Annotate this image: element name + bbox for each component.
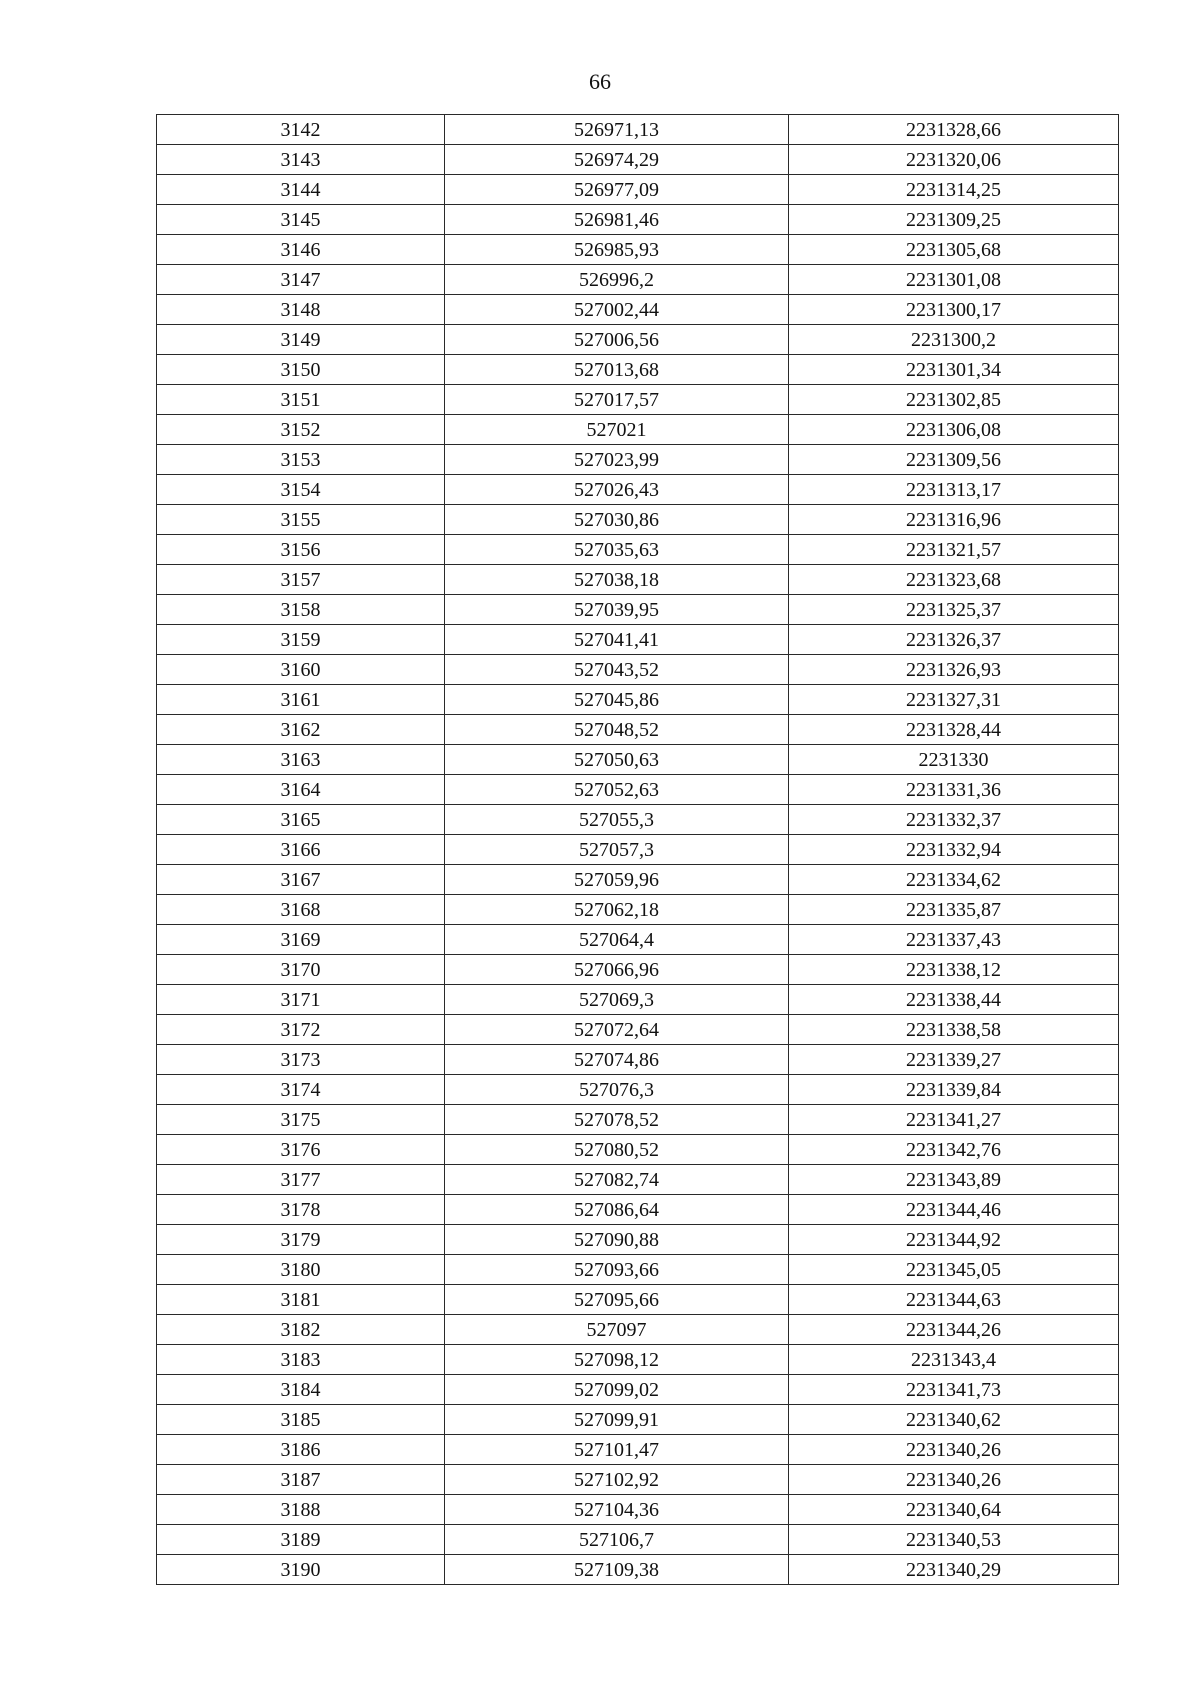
point-number-cell: 3169 — [157, 925, 445, 955]
point-number-cell: 3145 — [157, 205, 445, 235]
point-number-cell: 3167 — [157, 865, 445, 895]
y-coordinate-cell: 2231302,85 — [789, 385, 1119, 415]
x-coordinate-cell: 527057,3 — [445, 835, 789, 865]
x-coordinate-cell: 527064,4 — [445, 925, 789, 955]
x-coordinate-cell: 527074,86 — [445, 1045, 789, 1075]
table-row — [157, 1405, 1119, 1435]
table-row — [157, 265, 1119, 295]
table-row — [157, 475, 1119, 505]
point-number-cell: 3160 — [157, 655, 445, 685]
point-number-cell: 3179 — [157, 1225, 445, 1255]
table-row — [157, 295, 1119, 325]
table-row — [157, 175, 1119, 205]
table-row — [157, 355, 1119, 385]
y-coordinate-cell: 2231338,44 — [789, 985, 1119, 1015]
x-coordinate-cell: 527021 — [445, 415, 789, 445]
point-number-cell: 3170 — [157, 955, 445, 985]
y-coordinate-cell: 2231301,34 — [789, 355, 1119, 385]
x-coordinate-cell: 527066,96 — [445, 955, 789, 985]
table-row — [157, 1165, 1119, 1195]
y-coordinate-cell: 2231328,44 — [789, 715, 1119, 745]
table-row — [157, 595, 1119, 625]
table-row — [157, 385, 1119, 415]
point-number-cell: 3174 — [157, 1075, 445, 1105]
point-number-cell: 3182 — [157, 1315, 445, 1345]
table-row — [157, 955, 1119, 985]
point-number-cell: 3176 — [157, 1135, 445, 1165]
x-coordinate-cell: 526981,46 — [445, 205, 789, 235]
point-number-cell: 3152 — [157, 415, 445, 445]
x-coordinate-cell: 527109,38 — [445, 1555, 789, 1585]
table-row — [157, 1555, 1119, 1585]
x-coordinate-cell: 527098,12 — [445, 1345, 789, 1375]
point-number-cell: 3190 — [157, 1555, 445, 1585]
x-coordinate-cell: 526996,2 — [445, 265, 789, 295]
x-coordinate-cell: 527101,47 — [445, 1435, 789, 1465]
table-row — [157, 1315, 1119, 1345]
table-row — [157, 865, 1119, 895]
table-row — [157, 1375, 1119, 1405]
table-row — [157, 115, 1119, 145]
x-coordinate-cell: 527038,18 — [445, 565, 789, 595]
y-coordinate-cell: 2231344,63 — [789, 1285, 1119, 1315]
y-coordinate-cell: 2231342,76 — [789, 1135, 1119, 1165]
table-row — [157, 1225, 1119, 1255]
x-coordinate-cell: 526971,13 — [445, 115, 789, 145]
table-row — [157, 985, 1119, 1015]
y-coordinate-cell: 2231323,68 — [789, 565, 1119, 595]
point-number-cell: 3162 — [157, 715, 445, 745]
point-number-cell: 3163 — [157, 745, 445, 775]
y-coordinate-cell: 2231316,96 — [789, 505, 1119, 535]
x-coordinate-cell: 527078,52 — [445, 1105, 789, 1135]
x-coordinate-cell: 527045,86 — [445, 685, 789, 715]
point-number-cell: 3159 — [157, 625, 445, 655]
point-number-cell: 3155 — [157, 505, 445, 535]
table-row — [157, 1135, 1119, 1165]
table-row — [157, 325, 1119, 355]
y-coordinate-cell: 2231339,27 — [789, 1045, 1119, 1075]
y-coordinate-cell: 2231327,31 — [789, 685, 1119, 715]
table-row — [157, 205, 1119, 235]
x-coordinate-cell: 527043,52 — [445, 655, 789, 685]
x-coordinate-cell: 527059,96 — [445, 865, 789, 895]
y-coordinate-cell: 2231340,29 — [789, 1555, 1119, 1585]
point-number-cell: 3154 — [157, 475, 445, 505]
point-number-cell: 3183 — [157, 1345, 445, 1375]
page-number: 66 — [589, 69, 611, 94]
table-row — [157, 775, 1119, 805]
y-coordinate-cell: 2231301,08 — [789, 265, 1119, 295]
table-row — [157, 1015, 1119, 1045]
y-coordinate-cell: 2231330 — [789, 745, 1119, 775]
point-number-cell: 3172 — [157, 1015, 445, 1045]
y-coordinate-cell: 2231309,56 — [789, 445, 1119, 475]
y-coordinate-cell: 2231337,43 — [789, 925, 1119, 955]
y-coordinate-cell: 2231325,37 — [789, 595, 1119, 625]
point-number-cell: 3168 — [157, 895, 445, 925]
y-coordinate-cell: 2231344,46 — [789, 1195, 1119, 1225]
point-number-cell: 3187 — [157, 1465, 445, 1495]
table-row — [157, 1525, 1119, 1555]
x-coordinate-cell: 527041,41 — [445, 625, 789, 655]
x-coordinate-cell: 527080,52 — [445, 1135, 789, 1165]
y-coordinate-cell: 2231340,62 — [789, 1405, 1119, 1435]
y-coordinate-cell: 2231305,68 — [789, 235, 1119, 265]
point-number-cell: 3147 — [157, 265, 445, 295]
table-row — [157, 1435, 1119, 1465]
x-coordinate-cell: 527062,18 — [445, 895, 789, 925]
y-coordinate-cell: 2231314,25 — [789, 175, 1119, 205]
table-row — [157, 415, 1119, 445]
point-number-cell: 3149 — [157, 325, 445, 355]
table-row — [157, 445, 1119, 475]
y-coordinate-cell: 2231313,17 — [789, 475, 1119, 505]
y-coordinate-cell: 2231340,26 — [789, 1465, 1119, 1495]
y-coordinate-cell: 2231328,66 — [789, 115, 1119, 145]
point-number-cell: 3158 — [157, 595, 445, 625]
y-coordinate-cell: 2231345,05 — [789, 1255, 1119, 1285]
point-number-cell: 3164 — [157, 775, 445, 805]
y-coordinate-cell: 2231300,2 — [789, 325, 1119, 355]
table-row — [157, 715, 1119, 745]
y-coordinate-cell: 2231338,58 — [789, 1015, 1119, 1045]
point-number-cell: 3185 — [157, 1405, 445, 1435]
point-number-cell: 3150 — [157, 355, 445, 385]
coordinates-table-body — [157, 115, 1119, 1585]
y-coordinate-cell: 2231326,37 — [789, 625, 1119, 655]
point-number-cell: 3184 — [157, 1375, 445, 1405]
x-coordinate-cell: 527093,66 — [445, 1255, 789, 1285]
point-number-cell: 3166 — [157, 835, 445, 865]
point-number-cell: 3148 — [157, 295, 445, 325]
x-coordinate-cell: 527023,99 — [445, 445, 789, 475]
table-row — [157, 895, 1119, 925]
point-number-cell: 3156 — [157, 535, 445, 565]
table-row — [157, 1345, 1119, 1375]
table-row — [157, 655, 1119, 685]
x-coordinate-cell: 527013,68 — [445, 355, 789, 385]
y-coordinate-cell: 2231341,73 — [789, 1375, 1119, 1405]
point-number-cell: 3143 — [157, 145, 445, 175]
table-row — [157, 1105, 1119, 1135]
x-coordinate-cell: 527104,36 — [445, 1495, 789, 1525]
x-coordinate-cell: 527006,56 — [445, 325, 789, 355]
coordinates-table — [156, 114, 1119, 1585]
x-coordinate-cell: 527106,7 — [445, 1525, 789, 1555]
x-coordinate-cell: 527048,52 — [445, 715, 789, 745]
x-coordinate-cell: 526985,93 — [445, 235, 789, 265]
y-coordinate-cell: 2231300,17 — [789, 295, 1119, 325]
y-coordinate-cell: 2231344,92 — [789, 1225, 1119, 1255]
y-coordinate-cell: 2231339,84 — [789, 1075, 1119, 1105]
x-coordinate-cell: 527069,3 — [445, 985, 789, 1015]
point-number-cell: 3181 — [157, 1285, 445, 1315]
y-coordinate-cell: 2231340,26 — [789, 1435, 1119, 1465]
y-coordinate-cell: 2231335,87 — [789, 895, 1119, 925]
x-coordinate-cell: 527095,66 — [445, 1285, 789, 1315]
point-number-cell: 3157 — [157, 565, 445, 595]
x-coordinate-cell: 527052,63 — [445, 775, 789, 805]
x-coordinate-cell: 526977,09 — [445, 175, 789, 205]
point-number-cell: 3171 — [157, 985, 445, 1015]
y-coordinate-cell: 2231343,89 — [789, 1165, 1119, 1195]
x-coordinate-cell: 527076,3 — [445, 1075, 789, 1105]
x-coordinate-cell: 527050,63 — [445, 745, 789, 775]
y-coordinate-cell: 2231344,26 — [789, 1315, 1119, 1345]
y-coordinate-cell: 2231306,08 — [789, 415, 1119, 445]
table-row — [157, 1285, 1119, 1315]
y-coordinate-cell: 2231326,93 — [789, 655, 1119, 685]
x-coordinate-cell: 526974,29 — [445, 145, 789, 175]
x-coordinate-cell: 527030,86 — [445, 505, 789, 535]
point-number-cell: 3146 — [157, 235, 445, 265]
table-row — [157, 805, 1119, 835]
table-row — [157, 235, 1119, 265]
point-number-cell: 3151 — [157, 385, 445, 415]
x-coordinate-cell: 527099,02 — [445, 1375, 789, 1405]
point-number-cell: 3173 — [157, 1045, 445, 1075]
x-coordinate-cell: 527097 — [445, 1315, 789, 1345]
x-coordinate-cell: 527099,91 — [445, 1405, 789, 1435]
point-number-cell: 3186 — [157, 1435, 445, 1465]
table-row — [157, 1255, 1119, 1285]
x-coordinate-cell: 527035,63 — [445, 535, 789, 565]
point-number-cell: 3142 — [157, 115, 445, 145]
table-row — [157, 835, 1119, 865]
table-row — [157, 565, 1119, 595]
table-row — [157, 505, 1119, 535]
point-number-cell: 3188 — [157, 1495, 445, 1525]
x-coordinate-cell: 527039,95 — [445, 595, 789, 625]
y-coordinate-cell: 2231331,36 — [789, 775, 1119, 805]
table-row — [157, 535, 1119, 565]
y-coordinate-cell: 2231340,53 — [789, 1525, 1119, 1555]
x-coordinate-cell: 527102,92 — [445, 1465, 789, 1495]
table-row — [157, 1075, 1119, 1105]
y-coordinate-cell: 2231343,4 — [789, 1345, 1119, 1375]
point-number-cell: 3153 — [157, 445, 445, 475]
x-coordinate-cell: 527002,44 — [445, 295, 789, 325]
table-row — [157, 1045, 1119, 1075]
y-coordinate-cell: 2231334,62 — [789, 865, 1119, 895]
point-number-cell: 3161 — [157, 685, 445, 715]
point-number-cell: 3165 — [157, 805, 445, 835]
table-row — [157, 685, 1119, 715]
y-coordinate-cell: 2231321,57 — [789, 535, 1119, 565]
table-row — [157, 1465, 1119, 1495]
x-coordinate-cell: 527082,74 — [445, 1165, 789, 1195]
point-number-cell: 3178 — [157, 1195, 445, 1225]
x-coordinate-cell: 527055,3 — [445, 805, 789, 835]
x-coordinate-cell: 527090,88 — [445, 1225, 789, 1255]
table-row — [157, 625, 1119, 655]
x-coordinate-cell: 527017,57 — [445, 385, 789, 415]
x-coordinate-cell: 527026,43 — [445, 475, 789, 505]
y-coordinate-cell: 2231332,94 — [789, 835, 1119, 865]
point-number-cell: 3175 — [157, 1105, 445, 1135]
table-row — [157, 925, 1119, 955]
point-number-cell: 3177 — [157, 1165, 445, 1195]
y-coordinate-cell: 2231338,12 — [789, 955, 1119, 985]
table-row — [157, 1195, 1119, 1225]
table-row — [157, 745, 1119, 775]
x-coordinate-cell: 527072,64 — [445, 1015, 789, 1045]
point-number-cell: 3189 — [157, 1525, 445, 1555]
y-coordinate-cell: 2231320,06 — [789, 145, 1119, 175]
table-row — [157, 145, 1119, 175]
table-row — [157, 1495, 1119, 1525]
point-number-cell: 3144 — [157, 175, 445, 205]
y-coordinate-cell: 2231309,25 — [789, 205, 1119, 235]
point-number-cell: 3180 — [157, 1255, 445, 1285]
y-coordinate-cell: 2231340,64 — [789, 1495, 1119, 1525]
x-coordinate-cell: 527086,64 — [445, 1195, 789, 1225]
y-coordinate-cell: 2231332,37 — [789, 805, 1119, 835]
y-coordinate-cell: 2231341,27 — [789, 1105, 1119, 1135]
